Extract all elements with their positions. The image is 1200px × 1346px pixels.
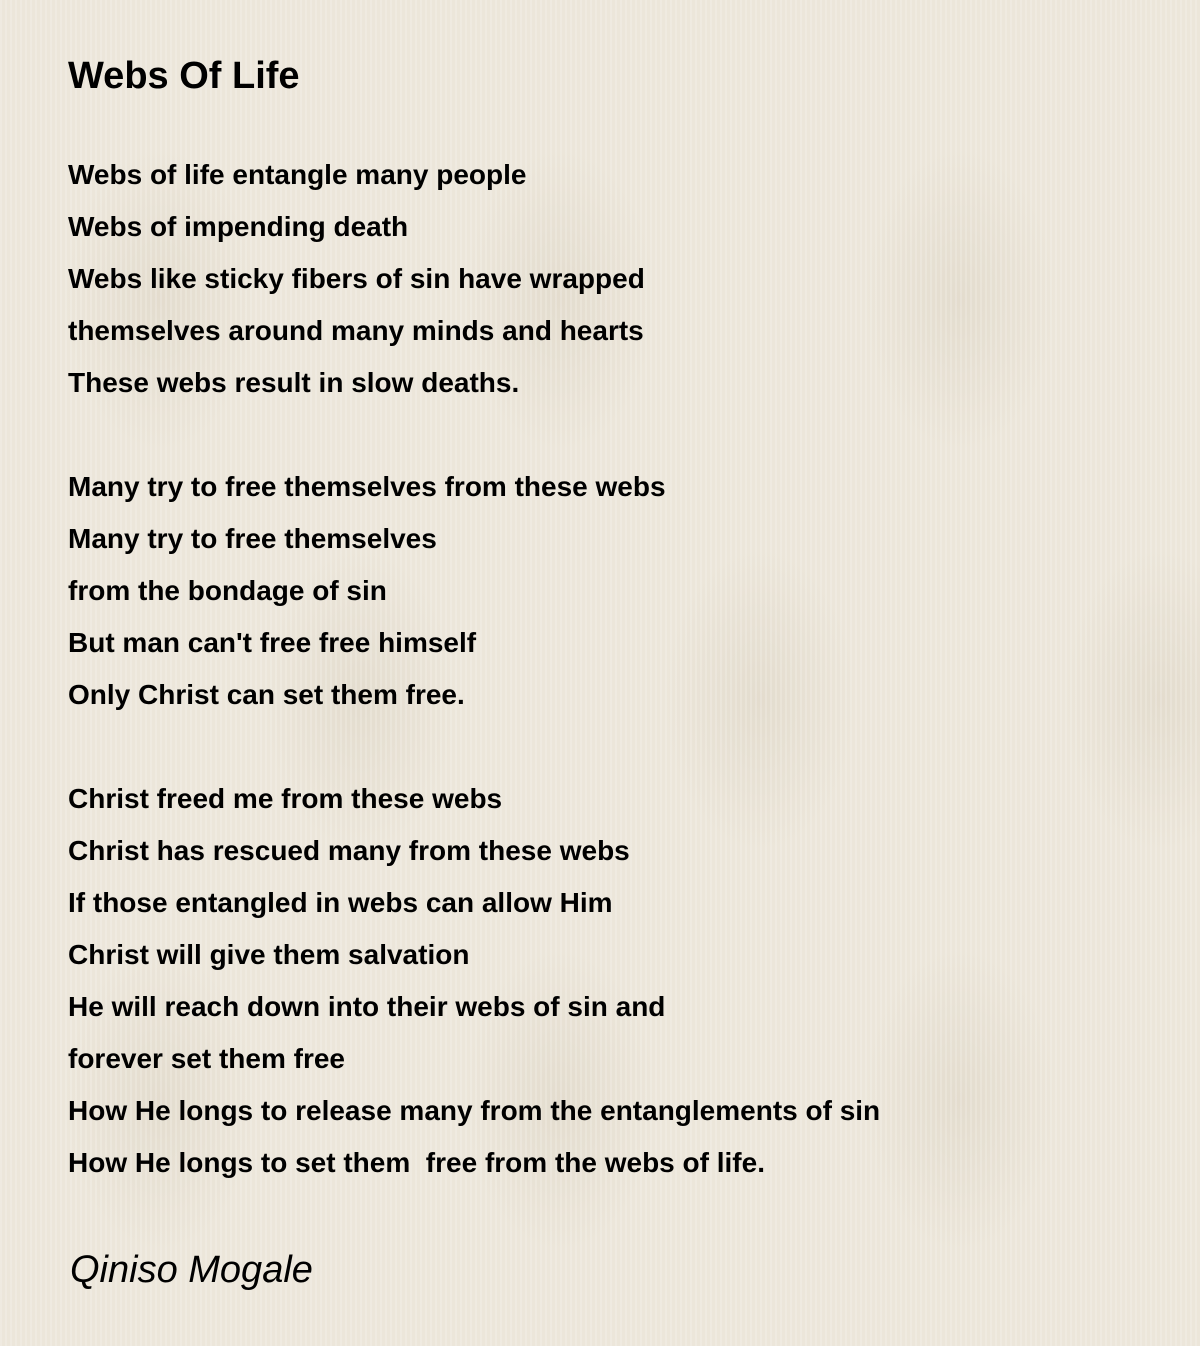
- poem-line: Many try to free themselves from these webs: [68, 471, 666, 502]
- poem-line: Webs of impending death: [68, 211, 409, 242]
- poem-line: How He longs to set them free from the webs of life.: [68, 1147, 765, 1178]
- poem-line: Christ will give them salvation: [68, 939, 470, 970]
- poem-line: If those entangled in webs can allow Him: [68, 887, 613, 918]
- stanza-1: [68, 149, 1168, 409]
- poem-body: [68, 149, 1168, 1241]
- poem-line: from the bondage of sin: [68, 575, 387, 606]
- poem-line: He will reach down into their webs of sin and: [68, 991, 666, 1022]
- poem-line: forever set them free: [68, 1043, 346, 1074]
- poem-line: Webs like sticky fibers of sin have wrapped: [68, 263, 645, 294]
- poem-line: Many try to free themselves: [68, 523, 437, 554]
- poem-line: But man can't free free himself: [68, 627, 477, 658]
- poem-line: Webs of life entangle many people: [68, 159, 527, 190]
- stanza-2: [68, 461, 1168, 721]
- poem-author: Qiniso Mogale: [70, 1249, 313, 1291]
- poem-title: Webs Of Life: [68, 55, 300, 97]
- poem-line: Christ freed me from these webs: [68, 783, 503, 814]
- stanza-3: [68, 773, 1168, 1189]
- poem-line: These webs result in slow deaths.: [68, 367, 520, 398]
- poem-line: Only Christ can set them free.: [68, 679, 465, 710]
- poem-line: themselves around many minds and hearts: [68, 315, 644, 346]
- poem-line: How He longs to release many from the entanglements of sin: [68, 1095, 881, 1126]
- poem-line: Christ has rescued many from these webs: [68, 835, 630, 866]
